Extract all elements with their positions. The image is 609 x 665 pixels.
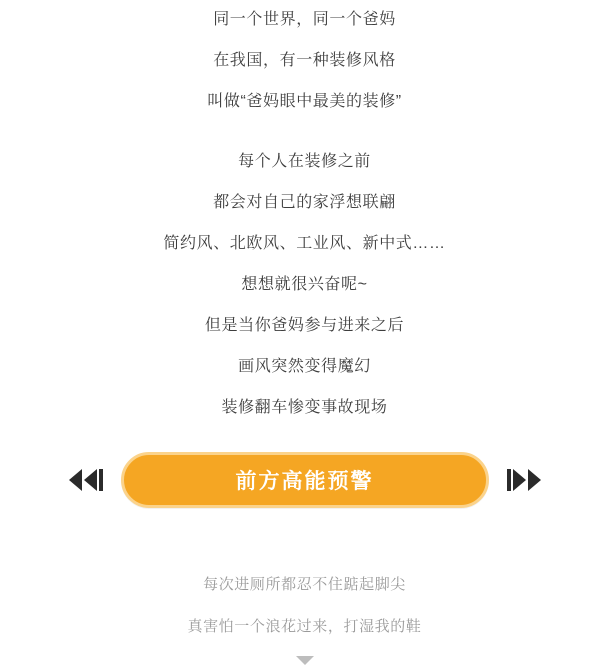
article-line: 真害怕一个浪花过来，打湿我的鞋 <box>187 618 422 635</box>
article-line: 画风突然变得魔幻 <box>238 358 371 375</box>
article-line: 想想就很兴奋呢~ <box>241 276 368 293</box>
line-spacer <box>0 254 609 275</box>
fast-forward-right-icon <box>507 469 541 491</box>
article-line: 每个人在装修之前 <box>238 153 371 170</box>
bar-icon <box>507 469 511 491</box>
article-line: 装修翻车惨变事故现场 <box>221 399 388 416</box>
article-line: 每次进厕所都忍不住踮起脚尖 <box>203 576 406 593</box>
body-block <box>0 142 609 418</box>
warning-banner-label: 前方高能预警 <box>235 470 374 493</box>
rewind-left-icon <box>69 469 103 491</box>
warning-banner[interactable] <box>121 452 489 508</box>
line-spacer <box>0 30 609 51</box>
article-line: 在我国，有一种装修风格 <box>213 52 396 69</box>
article-line: 简约风、北欧风、工业风、新中式…… <box>163 235 446 252</box>
article-line: 同一个世界，同一个爸妈 <box>213 11 396 28</box>
line-spacer <box>0 595 609 617</box>
triangle-left-icon <box>69 469 82 491</box>
line-spacer <box>0 213 609 234</box>
article-line: 都会对自己的家浮想联翩 <box>213 194 396 211</box>
scroll-hint <box>0 656 609 665</box>
line-spacer <box>0 377 609 398</box>
line-spacer <box>0 71 609 92</box>
article-line: 但是当你爸妈参与进来之后 <box>204 317 405 334</box>
bar-icon <box>99 469 103 491</box>
line-spacer <box>0 172 609 193</box>
line-spacer <box>0 336 609 357</box>
triangle-right-icon <box>528 469 541 491</box>
chevron-down-icon <box>296 656 314 665</box>
warning-banner-row <box>0 449 609 511</box>
intro-block <box>0 0 609 112</box>
footer-block <box>0 575 609 637</box>
triangle-right-icon <box>513 469 526 491</box>
triangle-left-icon <box>84 469 97 491</box>
line-spacer <box>0 295 609 316</box>
article-line: 叫做“爸妈眼中最美的装修” <box>207 93 402 110</box>
block-spacer <box>0 112 609 142</box>
